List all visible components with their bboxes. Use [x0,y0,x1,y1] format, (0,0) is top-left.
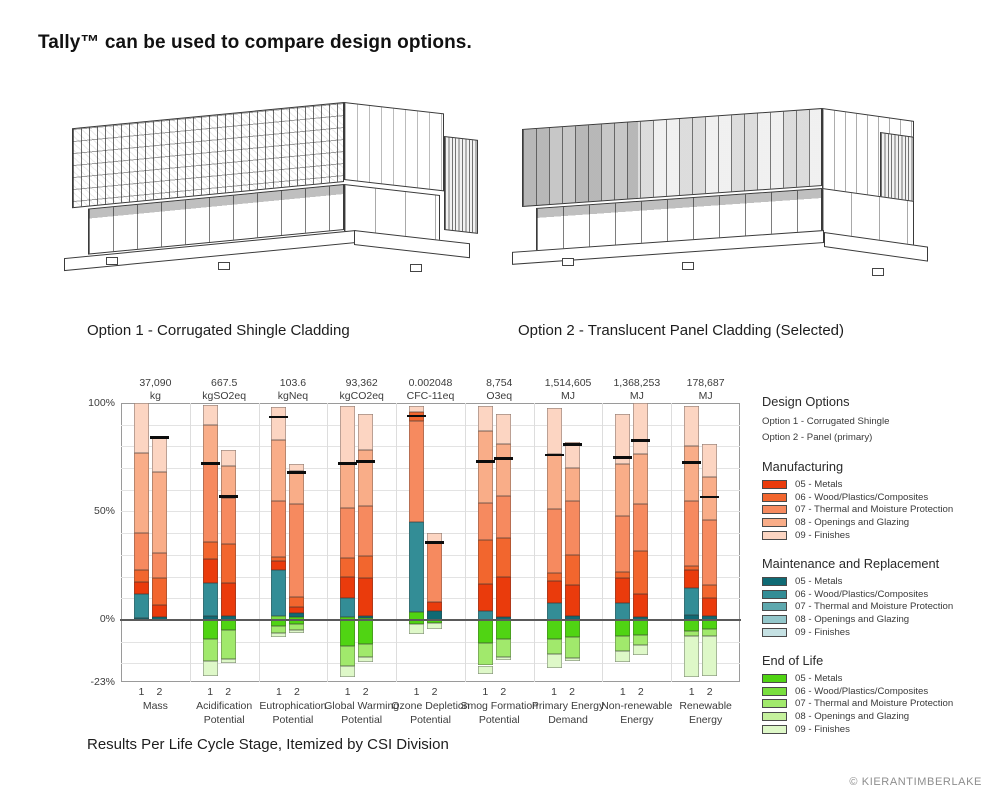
bar-segment-m06 [684,566,699,570]
chart-legend [762,394,998,736]
group-separator [671,403,672,682]
legend-item [762,516,998,529]
bar-segment-neg-e05 [547,620,562,640]
group-separator [534,403,535,682]
group-separator [327,403,328,682]
bar-segment-m08 [702,477,717,520]
category-unit: MJ [561,389,576,402]
bar-number-label: 2 [225,686,232,698]
bar-segment-m05 [271,561,286,570]
net-result-marker [563,443,582,446]
bar-segment-m08 [152,472,167,552]
legend-design-option-item: Option 2 - Panel (primary) [762,431,873,443]
bar-segment-m06 [271,557,286,561]
legend-swatch-r06 [762,590,787,599]
option1-end-facade [344,102,444,191]
net-result-marker [201,462,220,465]
bar-segment-r06 [271,570,286,616]
bar-segment-m06 [702,585,717,598]
legend-swatch-r08 [762,615,787,624]
net-result-marker [494,457,513,460]
bar-segment-m07 [409,421,424,522]
bar-number-label: 1 [551,686,557,698]
legend-item-label: 07 - Thermal and Moisture Protection [795,601,954,613]
option2-footing [562,258,574,266]
net-result-marker [356,460,375,463]
legend-item [762,601,998,614]
bar-segment-neg-e05 [271,620,286,627]
legend-swatch-r07 [762,602,787,611]
bar-segment-m05 [358,578,373,616]
net-result-marker [269,416,288,419]
chart-caption: Results Per Life Cycle Stage, Itemized by CSI Division [87,736,449,753]
bar-segment-neg-e07 [221,630,236,659]
bar-segment-m06 [134,570,149,582]
bar-segment-m08 [684,446,699,500]
bar-segment-m08 [340,463,355,509]
bar-segment-neg-e09 [427,623,442,629]
category-name-line: Demand [548,713,588,726]
legend-item-label: 09 - Finishes [795,724,850,736]
legend-design-option-item: Option 1 - Corrugated Shingle [762,415,890,427]
bar-segment-r06 [684,588,699,614]
bar-segment-neg-e09 [496,657,511,660]
category-name-line: Renewable [679,700,732,712]
bar-segment-m08 [221,466,236,499]
bar-segment-m06 [565,555,580,585]
bar-segment-neg-e09 [684,636,699,677]
bar-segment-m09 [633,403,648,454]
bar-segment-m08 [358,450,373,506]
option2-footing [872,268,884,276]
category-unit: kg [149,389,161,402]
bar-segment-m05 [565,585,580,615]
bar-number-label: 2 [156,686,163,698]
bar-segment-m07 [565,501,580,555]
bar-segment-m06 [496,538,511,577]
bar-segment-neg-e07 [496,639,511,656]
bar-number-label: 1 [619,686,626,698]
legend-item-label: 08 - Openings and Glazing [795,711,910,723]
category-name-line: Eutrophication [259,700,327,712]
option1-footing [218,262,230,270]
legend-item [762,613,998,626]
net-result-marker [545,454,564,457]
bar-segment-r06 [340,598,355,616]
bar-segment-neg-e09 [340,666,355,678]
bar-segment-m09 [358,414,373,450]
bar-segment-neg-e09 [478,666,493,675]
bar-segment-neg-e05 [340,620,355,646]
legend-item-label: 06 - Wood/Plastics/Composites [795,491,929,503]
group-separator [190,403,191,682]
bar-number-label: 2 [637,686,644,698]
legend-swatch-r09 [762,628,787,637]
net-result-marker [150,436,169,439]
category-value: 178,687 [686,377,725,389]
bar-segment-m09 [203,405,218,425]
option1-caption: Option 1 - Corrugated Shingle Cladding [87,322,350,339]
legend-item-label: 08 - Openings and Glazing [795,614,910,626]
category-name-line: Potential [478,713,520,726]
bar-segment-m08 [134,453,149,533]
bar-number-label: 2 [500,686,507,698]
bar-segment-m06 [152,578,167,605]
bar-segment-neg-e07 [547,639,562,654]
category-name-line: Mass [142,700,168,712]
net-result-marker [287,471,306,474]
bar-segment-neg-e09 [409,624,424,634]
bar-segment-neg-e09 [565,658,580,661]
category-value: 0.002048 [408,377,453,389]
bar-segment-m07 [358,506,373,556]
bar-segment-m08 [496,444,511,496]
bar-segment-m06 [340,558,355,576]
bar-segment-m09 [684,406,699,446]
bar-segment-m06 [633,551,648,594]
bar-segment-m08 [203,425,218,464]
bar-segment-m09 [271,407,286,440]
bar-segment-m09 [565,442,580,468]
legend-design-options-title: Design Options [762,394,850,409]
legend-item-label: 07 - Thermal and Moisture Protection [795,504,954,516]
legend-item-label: 05 - Metals [795,478,843,490]
bar-segment-m05 [221,583,236,616]
bar-segment-m09 [409,406,424,411]
bar-segment-m05 [427,602,442,612]
category-name-label [658,700,754,727]
legend-spacer [762,542,998,556]
bar-segment-r06 [134,594,149,618]
legend-item-label: 09 - Finishes [795,627,850,639]
y-axis-label: -23% [90,675,115,688]
net-result-marker [338,462,357,465]
net-result-marker [476,460,495,463]
legend-item-label: 07 - Thermal and Moisture Protection [795,698,954,710]
category-value: 37,090 [139,377,172,389]
legend-section-title: End of Life [762,652,824,668]
legend-item [762,685,998,698]
bar-segment-m05 [134,582,149,594]
bar-segment-r06 [409,522,424,612]
bar-segment-neg-e09 [358,657,373,662]
category-unit: CFC-11eq [406,389,455,402]
bar-segment-m06 [478,540,493,584]
bar-number-label: 1 [276,686,282,698]
bar-number-label: 1 [482,686,489,698]
bar-segment-neg-e09 [289,630,304,633]
bar-segment-r05 [358,616,373,618]
category-value: 8,754 [486,377,513,389]
building-option1-drawing [58,72,490,317]
bar-segment-neg-e05 [496,620,511,640]
bar-segment-neg-e09 [615,651,630,662]
legend-swatch-m05 [762,480,787,489]
bar-segment-r06 [547,603,562,620]
bar-segment-m07 [478,503,493,540]
category-unit: O3eq [486,389,513,402]
bar-segment-neg-e05 [358,620,373,644]
bar-number-label: 1 [344,686,351,698]
bar-segment-neg-e05 [478,620,493,643]
bar-segment-m08 [289,471,304,504]
bar-segment-neg-e07 [702,629,717,636]
category-name-line: Ozone Depletion [391,700,470,712]
bar-segment-m06 [221,544,236,583]
category-name-line: Potential [341,713,383,726]
option2-caption: Option 2 - Translucent Panel Cladding (Selected) [518,322,845,339]
bar-segment-neg-e09 [547,654,562,667]
y-axis-label: 0% [99,613,115,626]
legend-item [762,478,998,491]
bar-segment-m07 [684,501,699,566]
option1-footing [106,257,118,265]
bar-segment-m05 [496,577,511,617]
bar-segment-m07 [271,501,286,557]
group-separator [465,403,466,682]
group-separator [396,403,397,682]
bar-segment-neg-e07 [615,636,630,651]
bar-segment-m07 [340,508,355,558]
bar-segment-m05 [203,559,218,583]
category-value: 93,362 [345,377,378,389]
legend-item [762,504,998,517]
option1-louver-screen [444,136,478,234]
category-unit: MJ [629,389,644,402]
bar-segment-m06 [358,556,373,578]
bar-number-label: 1 [688,686,695,698]
bar-segment-m06 [547,573,562,581]
bar-segment-m05 [478,584,493,611]
legend-item-label: 05 - Metals [795,575,843,587]
category-name-line: Energy [688,713,723,726]
category-name-line: Primary Energy [531,700,605,712]
bar-segment-m09 [496,414,511,444]
bar-segment-m07 [289,504,304,597]
legend-swatch-m07 [762,505,787,514]
bar-segment-m07 [702,520,717,585]
legend-section-title: Maintenance and Replacement [762,555,940,571]
group-separator [259,403,260,682]
bar-number-label: 1 [413,686,420,698]
legend-swatch-m08 [762,518,787,527]
bar-segment-m08 [615,464,630,516]
bar-segment-m05 [340,577,355,599]
bar-segment-r05 [289,613,304,616]
bar-segment-m08 [633,454,648,504]
category-value: 1,514,605 [544,377,592,389]
bar-segment-m07 [152,553,167,578]
legend-spacer [762,639,998,653]
legend-swatch-r05 [762,577,787,586]
net-result-marker [700,496,719,499]
page-title: Tally™ can be used to compare design options. [38,32,472,53]
category-unit: kgSO2eq [202,389,247,402]
bar-segment-m07 [203,464,218,542]
bar-segment-neg-e05 [203,620,218,640]
category-name-line: Potential [272,713,314,726]
category-value: 667.5 [211,377,238,389]
y-axis-label: 100% [88,396,115,409]
category-value: 103.6 [279,377,307,389]
net-result-marker [425,541,444,544]
legend-item [762,529,998,542]
legend-item-label: 06 - Wood/Plastics/Composites [795,588,929,600]
net-result-marker [613,456,632,459]
bar-segment-neg-e07 [633,635,648,645]
category-value: 1,368,253 [613,377,661,389]
category-name-line: Non-renewable [601,700,673,712]
category-name-line: Smog Formation [460,700,539,712]
bar-segment-neg-e09 [221,659,236,663]
bar-number-label: 2 [431,686,438,698]
bar-segment-m08 [547,454,562,509]
copyright-text: © KIERANTIMBERLAKE [849,776,982,788]
net-result-marker [407,415,426,418]
category-unit: MJ [698,389,713,402]
category-name-line: Global Warming [324,700,400,712]
bar-segment-m08 [565,468,580,501]
category-unit: kgNeq [277,389,309,402]
category-unit: kgCO2eq [339,389,384,402]
bar-segment-neg-e07 [340,646,355,666]
legend-item [762,723,998,736]
bar-segment-m07 [615,516,630,572]
legend-item [762,626,998,639]
bar-segment-m05 [289,607,304,614]
legend-spacer [762,445,998,459]
bar-number-label: 2 [362,686,369,698]
bar-segment-neg-e05 [684,620,699,631]
bar-segment-neg-e07 [271,626,286,633]
legend-item [762,672,998,685]
bar-segment-m05 [547,581,562,603]
bar-segment-neg-e07 [358,644,373,657]
legend-item-label: 06 - Wood/Plastics/Composites [795,685,929,697]
bar-segment-neg-e07 [565,637,580,657]
bar-segment-neg-e05 [565,620,580,637]
legend-item [762,588,998,601]
legend-swatch-e09 [762,725,787,734]
bar-segment-neg-e09 [271,633,286,637]
category-name-line: Energy [620,713,654,726]
bar-number-label: 2 [569,686,575,698]
legend-item-label: 05 - Metals [795,672,843,684]
legend-item [762,698,998,711]
bar-segment-neg-e07 [203,639,218,661]
bar-segment-m05 [684,570,699,588]
option1-footing [410,264,422,272]
bar-segment-m07 [496,496,511,537]
bar-segment-neg-e05 [633,620,648,635]
bar-segment-m07 [547,509,562,572]
bar-segment-m05 [615,578,630,603]
bar-segment-m08 [271,440,286,501]
category-value-label [661,377,751,402]
category-name-line: Potential [410,713,451,726]
bar-segment-m07 [427,542,442,602]
legend-swatch-e05 [762,674,787,683]
category-name-line: Potential [203,713,245,726]
bar-segment-neg-e05 [702,620,717,629]
legend-swatch-e06 [762,687,787,696]
bar-segment-m05 [633,594,648,616]
category-name-line: Acidification [196,700,253,712]
bar-segment-m09 [547,408,562,455]
bar-segment-m07 [221,498,236,544]
bar-number-label: 2 [294,686,300,698]
net-result-marker [631,439,650,442]
bar-segment-m09 [702,444,717,477]
bar-segment-r06 [615,603,630,620]
bar-segment-neg-e09 [203,661,218,676]
legend-swatch-e08 [762,712,787,721]
bar-segment-m07 [134,533,149,570]
bar-segment-neg-e05 [615,620,630,636]
net-result-marker [219,495,238,498]
bar-segment-m07 [633,504,648,551]
bar-segment-m09 [152,438,167,473]
option2-footing [682,262,694,270]
bar-segment-neg-e09 [633,645,648,655]
legend-swatch-m06 [762,493,787,502]
legend-item [762,575,998,588]
bar-segment-m09 [221,450,236,466]
zero-axis-line [120,619,741,621]
group-separator [602,403,603,682]
bar-segment-m08 [478,431,493,503]
bar-number-label: 1 [207,686,214,698]
bar-segment-m09 [134,403,149,453]
bar-segment-m09 [478,406,493,431]
legend-swatch-m09 [762,531,787,540]
bar-segment-m05 [152,605,167,617]
bar-number-label: 2 [706,686,713,698]
legend-swatch-e07 [762,699,787,708]
bar-number-label: 1 [138,686,145,698]
net-result-marker [682,461,701,464]
legend-item-label: 09 - Finishes [795,530,850,542]
bar-segment-neg-e09 [702,636,717,676]
y-axis-label: 50% [93,504,115,517]
legend-item-label: 08 - Openings and Glazing [795,517,910,529]
bar-segment-neg-e05 [221,620,236,630]
legend-section-title: Manufacturing [762,459,844,474]
bar-segment-m06 [615,572,630,577]
bar-segment-m06 [203,542,218,559]
legend-item [762,710,998,723]
bar-segment-m06 [289,597,304,607]
bar-segment-m05 [702,598,717,615]
legend-item [762,491,998,504]
building-option2-drawing [492,74,924,319]
bar-segment-r06 [203,583,218,616]
bar-segment-m09 [340,406,355,462]
bar-segment-neg-e07 [478,643,493,666]
